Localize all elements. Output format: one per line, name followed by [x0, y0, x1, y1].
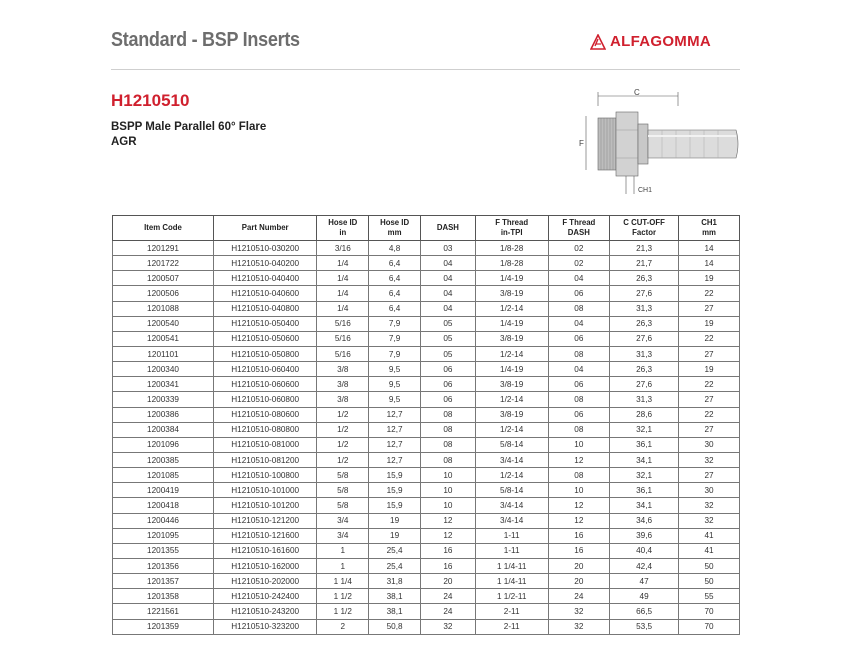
table-cell: 06	[548, 377, 610, 392]
table-cell: 3/4	[317, 513, 369, 528]
table-cell: 38,1	[369, 589, 421, 604]
table-cell: 1201085	[113, 468, 214, 483]
table-cell: 5/8	[317, 483, 369, 498]
table-cell: 1 1/4	[317, 574, 369, 589]
table-cell: 08	[420, 437, 475, 452]
table-cell: 1200385	[113, 452, 214, 467]
table-cell: 1/4	[317, 301, 369, 316]
table-row	[113, 301, 740, 316]
table-cell: 03	[420, 241, 475, 256]
table-cell: 04	[420, 301, 475, 316]
table-cell: 1200386	[113, 407, 214, 422]
table-cell: 14	[679, 241, 740, 256]
table-cell: 1201095	[113, 528, 214, 543]
table-cell: 05	[420, 316, 475, 331]
table-row	[113, 589, 740, 604]
table-header-row	[113, 216, 740, 241]
table-cell: H1210510-101000	[213, 483, 316, 498]
table-cell: 7,9	[369, 346, 421, 361]
table-cell: 1/2	[317, 422, 369, 437]
table-cell: 12,7	[369, 437, 421, 452]
table-cell: 19	[369, 528, 421, 543]
table-cell: 1201088	[113, 301, 214, 316]
table-cell: 3/4-14	[475, 513, 548, 528]
table-cell: 3/8-19	[475, 407, 548, 422]
table-cell: 16	[548, 528, 610, 543]
table-cell: 12	[420, 528, 475, 543]
table-row	[113, 316, 740, 331]
table-cell: 27	[679, 468, 740, 483]
table-cell: 1200419	[113, 483, 214, 498]
table-cell: 7,9	[369, 331, 421, 346]
table-cell: 5/8	[317, 498, 369, 513]
table-cell: 30	[679, 483, 740, 498]
table-cell: 2	[317, 619, 369, 634]
table-cell: 08	[548, 468, 610, 483]
table-cell: 1/4-19	[475, 271, 548, 286]
table-cell: 1/2	[317, 452, 369, 467]
table-cell: 12,7	[369, 422, 421, 437]
table-cell: 04	[420, 256, 475, 271]
col-header: C CUT-OFF Factor	[610, 216, 679, 241]
table-cell: 12	[548, 498, 610, 513]
table-cell: 1/2	[317, 437, 369, 452]
table-cell: H1210510-161600	[213, 543, 316, 558]
table-cell: 10	[420, 498, 475, 513]
table-cell: 34,6	[610, 513, 679, 528]
table-cell: 1	[317, 543, 369, 558]
table-cell: H1210510-121600	[213, 528, 316, 543]
table-row	[113, 377, 740, 392]
table-row	[113, 604, 740, 619]
table-cell: 1200506	[113, 286, 214, 301]
table-cell: 49	[610, 589, 679, 604]
table-cell: 41	[679, 543, 740, 558]
table-cell: 32	[679, 498, 740, 513]
table-cell: 1/2	[317, 407, 369, 422]
table-cell: 1 1/2	[317, 589, 369, 604]
table-row	[113, 558, 740, 573]
table-cell: 31,3	[610, 301, 679, 316]
table-cell: 12	[420, 513, 475, 528]
table-row	[113, 619, 740, 634]
table-cell: 1 1/2	[317, 604, 369, 619]
table-cell: 24	[548, 589, 610, 604]
table-cell: 1200540	[113, 316, 214, 331]
table-row	[113, 437, 740, 452]
table-cell: H1210510-100800	[213, 468, 316, 483]
table-cell: 02	[548, 256, 610, 271]
table-cell: H1210510-040400	[213, 271, 316, 286]
table-cell: 16	[548, 543, 610, 558]
table-cell: 12	[548, 513, 610, 528]
table-cell: 1200446	[113, 513, 214, 528]
table-cell: 50,8	[369, 619, 421, 634]
table-cell: 5/8	[317, 468, 369, 483]
table-row	[113, 241, 740, 256]
table-cell: 6,4	[369, 271, 421, 286]
table-cell: 06	[420, 392, 475, 407]
table-cell: 5/16	[317, 346, 369, 361]
table-cell: 12,7	[369, 452, 421, 467]
table-cell: 20	[420, 574, 475, 589]
table-cell: 06	[420, 362, 475, 377]
table-row	[113, 362, 740, 377]
table-cell: 1/2-14	[475, 346, 548, 361]
table-cell: 1200340	[113, 362, 214, 377]
table-cell: 22	[679, 407, 740, 422]
table-cell: 3/8	[317, 392, 369, 407]
table-cell: 20	[548, 574, 610, 589]
table-cell: 32	[679, 513, 740, 528]
table-cell: 1221561	[113, 604, 214, 619]
table-cell: 19	[369, 513, 421, 528]
table-cell: 08	[420, 452, 475, 467]
table-row	[113, 407, 740, 422]
table-cell: H1210510-060800	[213, 392, 316, 407]
table-row	[113, 452, 740, 467]
table-cell: 1201101	[113, 346, 214, 361]
table-cell: 1-11	[475, 528, 548, 543]
table-cell: 32,1	[610, 422, 679, 437]
table-cell: H1210510-080800	[213, 422, 316, 437]
table-row	[113, 528, 740, 543]
table-cell: 20	[548, 558, 610, 573]
table-cell: H1210510-162000	[213, 558, 316, 573]
table-cell: 08	[420, 407, 475, 422]
table-cell: 3/4-14	[475, 452, 548, 467]
dim-c-label: C	[634, 88, 640, 97]
table-cell: 26,3	[610, 271, 679, 286]
table-cell: 39,6	[610, 528, 679, 543]
table-cell: 06	[420, 377, 475, 392]
table-cell: 22	[679, 377, 740, 392]
table-cell: 38,1	[369, 604, 421, 619]
table-row	[113, 543, 740, 558]
table-cell: 04	[548, 271, 610, 286]
table-cell: 19	[679, 362, 740, 377]
table-row	[113, 574, 740, 589]
table-cell: 30	[679, 437, 740, 452]
table-cell: 3/8-19	[475, 377, 548, 392]
table-cell: 9,5	[369, 377, 421, 392]
table-cell: 66,5	[610, 604, 679, 619]
table-row	[113, 392, 740, 407]
table-cell: H1210510-121200	[213, 513, 316, 528]
table-cell: 1200341	[113, 377, 214, 392]
table-cell: 19	[679, 316, 740, 331]
table-cell: 31,8	[369, 574, 421, 589]
table-cell: 15,9	[369, 483, 421, 498]
col-header: Part Number	[213, 216, 316, 241]
table-cell: 05	[420, 346, 475, 361]
table-cell: 47	[610, 574, 679, 589]
table-cell: 10	[420, 483, 475, 498]
table-cell: 27	[679, 346, 740, 361]
table-cell: 40,4	[610, 543, 679, 558]
table-cell: H1210510-101200	[213, 498, 316, 513]
table-cell: 34,1	[610, 498, 679, 513]
table-cell: 06	[548, 331, 610, 346]
table-cell: 2-11	[475, 619, 548, 634]
table-cell: 1201355	[113, 543, 214, 558]
table-cell: H1210510-081000	[213, 437, 316, 452]
table-cell: 36,1	[610, 483, 679, 498]
brand-name: ALFAGOMMA	[610, 33, 712, 50]
table-row	[113, 286, 740, 301]
table-cell: 1/2-14	[475, 468, 548, 483]
table-row	[113, 422, 740, 437]
table-row	[113, 271, 740, 286]
table-cell: 1/2-14	[475, 422, 548, 437]
table-cell: 32	[548, 604, 610, 619]
table-cell: 08	[548, 422, 610, 437]
table-cell: H1210510-050800	[213, 346, 316, 361]
table-cell: 42,4	[610, 558, 679, 573]
table-cell: 10	[548, 437, 610, 452]
table-cell: 6,4	[369, 301, 421, 316]
table-cell: 41	[679, 528, 740, 543]
table-cell: 1 1/4-11	[475, 558, 548, 573]
table-cell: 08	[420, 422, 475, 437]
table-cell: 05	[420, 331, 475, 346]
table-cell: 1201359	[113, 619, 214, 634]
table-cell: 12,7	[369, 407, 421, 422]
table-cell: H1210510-050600	[213, 331, 316, 346]
table-cell: 10	[420, 468, 475, 483]
table-row	[113, 513, 740, 528]
table-cell: 3/8	[317, 377, 369, 392]
table-row	[113, 483, 740, 498]
table-cell: 02	[548, 241, 610, 256]
table-cell: 1/4-19	[475, 316, 548, 331]
table-cell: 14	[679, 256, 740, 271]
description-line-1: BSPP Male Parallel 60° Flare	[111, 121, 267, 133]
table-cell: 1/4-19	[475, 362, 548, 377]
table-cell: 34,1	[610, 452, 679, 467]
table-cell: 53,5	[610, 619, 679, 634]
table-cell: 16	[420, 543, 475, 558]
table-cell: 50	[679, 558, 740, 573]
table-cell: 1/8-28	[475, 256, 548, 271]
table-cell: H1210510-060400	[213, 362, 316, 377]
table-cell: 4,8	[369, 241, 421, 256]
table-cell: 2-11	[475, 604, 548, 619]
table-cell: 21,7	[610, 256, 679, 271]
specifications-table	[112, 215, 740, 635]
table-cell: 70	[679, 619, 740, 634]
table-cell: 27,6	[610, 286, 679, 301]
table-cell: 3/4	[317, 528, 369, 543]
table-cell: 70	[679, 604, 740, 619]
col-header: Hose ID mm	[369, 216, 421, 241]
table-cell: 04	[420, 286, 475, 301]
table-cell: 9,5	[369, 362, 421, 377]
table-cell: 25,4	[369, 558, 421, 573]
table-cell: 10	[548, 483, 610, 498]
table-cell: 1200339	[113, 392, 214, 407]
table-row	[113, 468, 740, 483]
table-cell: 1201291	[113, 241, 214, 256]
table-cell: 3/4-14	[475, 498, 548, 513]
table-cell: 32	[420, 619, 475, 634]
table-cell: 6,4	[369, 256, 421, 271]
table-cell: 32,1	[610, 468, 679, 483]
table-cell: 27	[679, 392, 740, 407]
table-cell: 27	[679, 301, 740, 316]
table-cell: 31,3	[610, 392, 679, 407]
table-cell: H1210510-080600	[213, 407, 316, 422]
table-cell: 1-11	[475, 543, 548, 558]
table-cell: 55	[679, 589, 740, 604]
table-cell: 50	[679, 574, 740, 589]
table-cell: H1210510-050400	[213, 316, 316, 331]
table-cell: 31,3	[610, 346, 679, 361]
header-divider	[111, 69, 740, 70]
table-cell: 1200384	[113, 422, 214, 437]
table-cell: 5/8-14	[475, 483, 548, 498]
table-cell: 9,5	[369, 392, 421, 407]
table-cell: 1/8-28	[475, 241, 548, 256]
table-cell: 3/8-19	[475, 286, 548, 301]
table-cell: 1/2-14	[475, 301, 548, 316]
dim-f-label: F	[579, 139, 584, 148]
table-cell: 06	[548, 286, 610, 301]
table-cell: 24	[420, 604, 475, 619]
table-cell: 28,6	[610, 407, 679, 422]
table-cell: H1210510-202000	[213, 574, 316, 589]
table-cell: 24	[420, 589, 475, 604]
brand-logo	[590, 33, 711, 50]
table-cell: H1210510-060600	[213, 377, 316, 392]
table-cell: 26,3	[610, 316, 679, 331]
col-header: F Thread DASH	[548, 216, 610, 241]
table-cell: 1201356	[113, 558, 214, 573]
table-cell: 1/4	[317, 271, 369, 286]
table-cell: 1/4	[317, 286, 369, 301]
table-cell: 32	[679, 452, 740, 467]
table-cell: 04	[548, 316, 610, 331]
table-cell: H1210510-243200	[213, 604, 316, 619]
table-cell: 08	[548, 301, 610, 316]
table-cell: 04	[548, 362, 610, 377]
table-cell: 5/16	[317, 331, 369, 346]
table-cell: 6,4	[369, 286, 421, 301]
table-cell: 21,3	[610, 241, 679, 256]
table-cell: 15,9	[369, 468, 421, 483]
table-cell: 26,3	[610, 362, 679, 377]
table-cell: 1201357	[113, 574, 214, 589]
col-header: CH1 mm	[679, 216, 740, 241]
table-cell: H1210510-030200	[213, 241, 316, 256]
table-cell: 1	[317, 558, 369, 573]
table-cell: 04	[420, 271, 475, 286]
table-row	[113, 346, 740, 361]
table-cell: 15,9	[369, 498, 421, 513]
table-cell: 7,9	[369, 316, 421, 331]
col-header: DASH	[420, 216, 475, 241]
table-cell: 5/8-14	[475, 437, 548, 452]
table-cell: 25,4	[369, 543, 421, 558]
dim-ch1-label: CH1	[638, 187, 653, 194]
table-cell: 19	[679, 271, 740, 286]
product-description	[111, 120, 266, 150]
table-cell: 36,1	[610, 437, 679, 452]
table-cell: 3/16	[317, 241, 369, 256]
col-header: F Thread in-TPI	[475, 216, 548, 241]
page-title: Standard - BSP Inserts	[111, 29, 300, 51]
table-cell: 08	[548, 346, 610, 361]
product-code: H1210510	[111, 91, 190, 110]
table-cell: 3/8	[317, 362, 369, 377]
col-header: Hose ID in	[317, 216, 369, 241]
table-cell: 32	[548, 619, 610, 634]
table-cell: 1 1/2-11	[475, 589, 548, 604]
table-cell: 1200418	[113, 498, 214, 513]
table-cell: 27	[679, 422, 740, 437]
table-cell: 1201722	[113, 256, 214, 271]
table-cell: 22	[679, 331, 740, 346]
table-cell: 1 1/4-11	[475, 574, 548, 589]
table-cell: 12	[548, 452, 610, 467]
table-cell: 22	[679, 286, 740, 301]
description-line-2: AGR	[111, 136, 137, 148]
table-cell: 08	[548, 392, 610, 407]
table-cell: H1210510-081200	[213, 452, 316, 467]
table-cell: 16	[420, 558, 475, 573]
table-body	[113, 241, 740, 635]
table-cell: 1200507	[113, 271, 214, 286]
table-cell: H1210510-242400	[213, 589, 316, 604]
col-header: Item Code	[113, 216, 214, 241]
table-cell: H1210510-040600	[213, 286, 316, 301]
table-row	[113, 331, 740, 346]
table-cell: 27,6	[610, 377, 679, 392]
table-cell: 3/8-19	[475, 331, 548, 346]
table-cell: 5/16	[317, 316, 369, 331]
table-cell: 1/4	[317, 256, 369, 271]
fitting-technical-drawing	[576, 86, 746, 198]
table-cell: 1/2-14	[475, 392, 548, 407]
table-cell: 1201358	[113, 589, 214, 604]
table-cell: H1210510-040200	[213, 256, 316, 271]
table-cell: 1201096	[113, 437, 214, 452]
table-cell: H1210510-323200	[213, 619, 316, 634]
table-cell: 1200541	[113, 331, 214, 346]
table-row	[113, 256, 740, 271]
table-cell: H1210510-040800	[213, 301, 316, 316]
alfagomma-logo-icon	[590, 34, 606, 50]
table-cell: 06	[548, 407, 610, 422]
table-cell: 27,6	[610, 331, 679, 346]
table-row	[113, 498, 740, 513]
